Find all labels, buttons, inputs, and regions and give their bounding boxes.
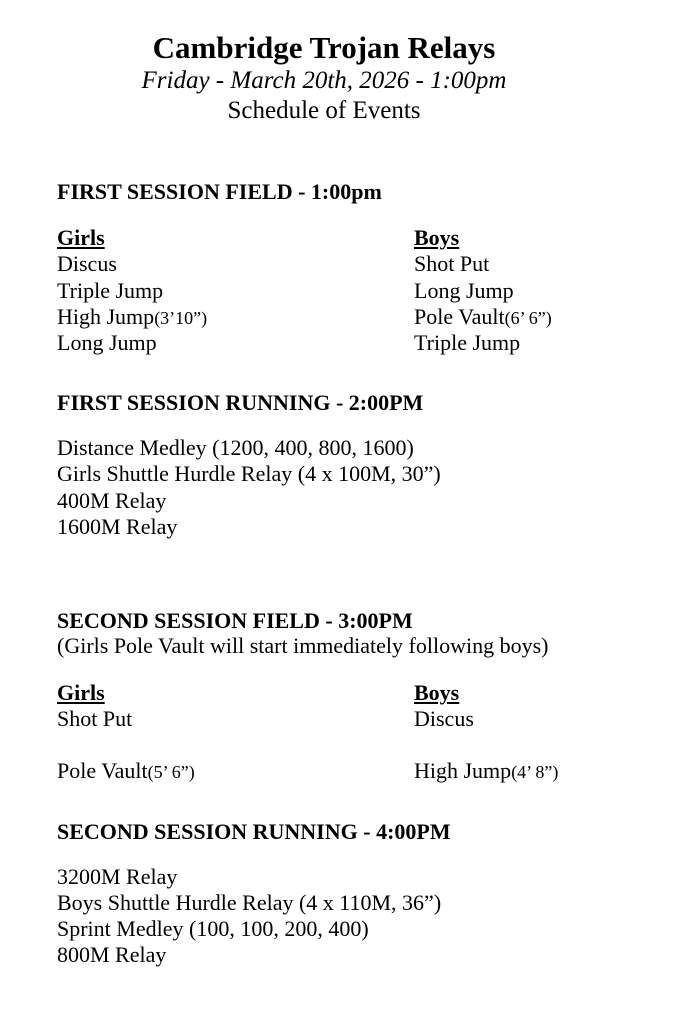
- second-running-event: Boys Shuttle Hurdle Relay (4 x 110M, 36”): [57, 890, 442, 915]
- event-name: High Jump: [57, 304, 155, 329]
- height-note: (5’ 6”): [147, 762, 195, 782]
- second-field-note: (Girls Pole Vault will start immediately following boys): [57, 633, 549, 658]
- first-running-event: Girls Shuttle Hurdle Relay (4 x 100M, 30”): [57, 461, 441, 486]
- event-name: Pole Vault: [57, 758, 148, 783]
- page-title: Cambridge Trojan Relays: [152, 30, 496, 65]
- first-field-girls-event: Long Jump: [57, 330, 157, 355]
- first-field-girls-label: Girls: [57, 225, 105, 250]
- first-field-girls-event: Discus: [57, 251, 117, 276]
- second-running-event: Sprint Medley (100, 100, 200, 400): [57, 916, 369, 941]
- first-field-boys-label: Boys: [414, 225, 460, 250]
- event-date-line: Friday - March 20th, 2026 - 1:00pm: [141, 67, 507, 94]
- event-name: High Jump: [414, 758, 512, 783]
- first-running-event: 1600M Relay: [57, 514, 178, 539]
- first-field-boys-event: Long Jump: [414, 278, 514, 303]
- first-field-girls-event: [57, 304, 207, 331]
- second-running-event: 3200M Relay: [57, 864, 178, 889]
- second-session-field-heading: SECOND SESSION FIELD - 3:00PM: [57, 608, 413, 633]
- second-field-boys-label: Boys: [414, 680, 460, 705]
- second-field-girls-event: Shot Put: [57, 706, 133, 731]
- event-name: Pole Vault: [414, 304, 505, 329]
- height-note: (6’ 6”): [504, 308, 552, 328]
- second-field-girls-label: Girls: [57, 680, 105, 705]
- first-session-field-heading: FIRST SESSION FIELD - 1:00pm: [57, 179, 382, 204]
- first-running-event: Distance Medley (1200, 400, 800, 1600): [57, 435, 414, 460]
- second-field-boys-event: Discus: [414, 706, 474, 731]
- first-running-event: 400M Relay: [57, 488, 167, 513]
- first-session-running-heading: FIRST SESSION RUNNING - 2:00PM: [57, 390, 424, 415]
- height-note: (3’10”): [154, 308, 208, 328]
- first-field-boys-event: Shot Put: [414, 251, 490, 276]
- first-field-girls-event: Triple Jump: [57, 278, 164, 303]
- first-field-boys-event: [414, 304, 552, 331]
- second-field-girls-event: [57, 758, 195, 785]
- height-note: (4’ 8”): [511, 762, 559, 782]
- second-field-boys-event: [414, 758, 558, 785]
- page-subtitle: Schedule of Events: [227, 97, 421, 124]
- second-running-event: 800M Relay: [57, 942, 167, 967]
- first-field-boys-event: Triple Jump: [414, 330, 521, 355]
- second-session-running-heading: SECOND SESSION RUNNING - 4:00PM: [57, 819, 451, 844]
